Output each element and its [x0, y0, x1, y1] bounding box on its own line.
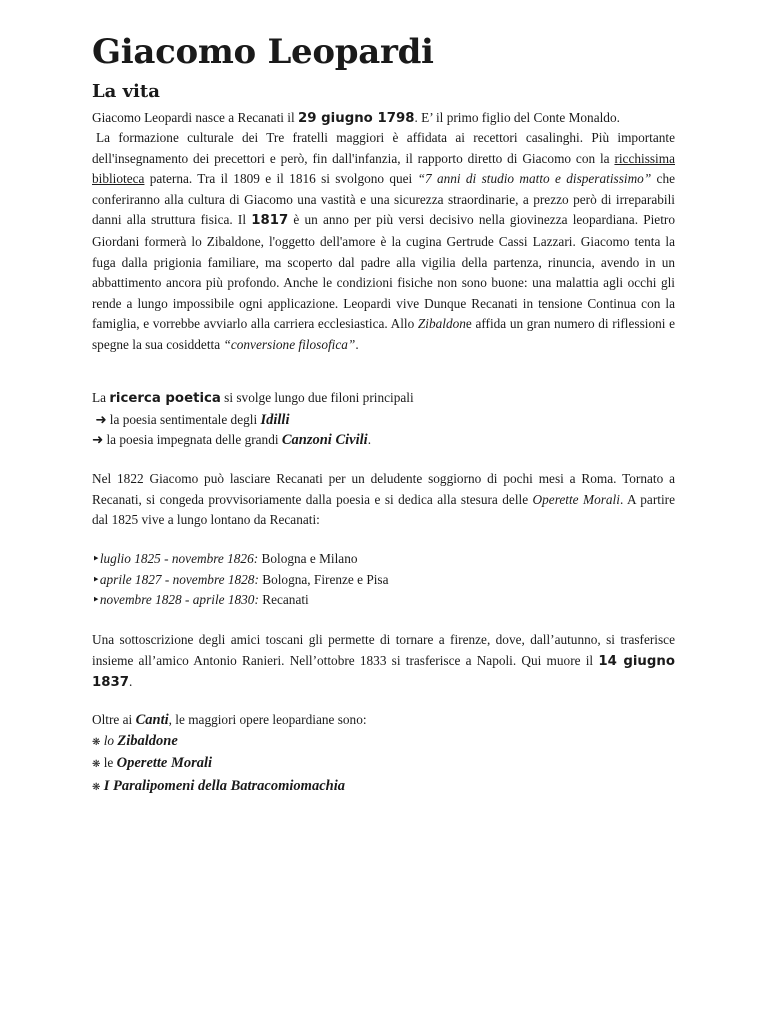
bullet-icon: ‣ — [92, 551, 100, 566]
bio-text: è un anno per più versi decisivo nella giovinezza leopardiana. Pietro Giordani formerà lo Zibaldone, l'oggetto dell'amore è la cugina Gertrude Cassi Lazzari. Giacomo tenta la fuga dalla prigionia familiare, ma scoperto dal padre alla vigilia della partenza, rinuncia, avendo in un abbattimento ancora più profondo. Anche le condizioni fisiche non sono buone: una malattia agli occhi gli rende a lungo impossibile ogni applicazione. Leopardi vive Dunque Recanati in tensione Continua con la famiglia, e vorrebbe avviarlo alla carriera ecclesiastica. Allo — [92, 212, 675, 332]
asterisk-bullet-icon: ❋ — [92, 781, 101, 793]
poetry-item-idilli: ➜ la poesia sentimentale degli Idilli — [95, 411, 290, 428]
bullet-icon: ‣ — [92, 571, 100, 587]
rome-text: . A partire dal 1825 vive a lungo lontano da Recanati: — [92, 491, 675, 528]
work-title: I Paralipomeni della Batracomiomachia — [103, 777, 345, 794]
year-1817: 1817 — [251, 213, 289, 229]
timeline-place: Bologna e Milano — [258, 551, 358, 566]
idilli-title: Idilli — [260, 411, 290, 428]
death-text: . — [129, 674, 133, 690]
works-item: ❋ le Operette Morali — [92, 755, 213, 772]
bio-text: . — [355, 336, 359, 352]
canzoni-title: Canzoni Civili — [281, 432, 368, 449]
death-date: 14 giugno 1837 — [92, 653, 676, 691]
operette-ref: Operette Morali — [532, 491, 620, 507]
timeline-period: luglio 1825 - novembre 1826: — [99, 551, 259, 566]
timeline-list — [92, 549, 675, 611]
works-item — [92, 776, 675, 799]
zibaldone-ref: Zibaldon — [417, 316, 466, 332]
death-paragraph — [92, 630, 675, 694]
timeline-place: Bologna, Firenze e Pisa — [258, 571, 389, 587]
bio-text: La formazione culturale dei Tre fratelli maggiori è affidata ai recettori casalinghi. Più importante dell'insegnamento dei precettori e però, fin dall'infanzia, il rapporto diretto di Giacomo con la — [92, 130, 675, 166]
works-intro: Oltre ai Canti, le maggiori opere leopardiane sono: — [92, 712, 367, 728]
timeline-period: novembre 1828 - aprile 1830: — [99, 592, 259, 608]
works-list — [92, 710, 675, 798]
bio-text: paterna. Tra il 1809 e il 1816 si svolgono quei — [144, 171, 418, 187]
section-heading: La vita — [92, 81, 160, 102]
timeline-item — [92, 570, 675, 591]
bio-text: che conferiranno alla cultura di Giacomo una vastità e una sicurezza straordinarie, a prezzo però di irreparabili danni alla struttura fisica. Il — [92, 171, 675, 228]
timeline-period: aprile 1827 - novembre 1828: — [99, 571, 259, 587]
asterisk-bullet-icon: ❋ — [92, 736, 101, 748]
rome-paragraph — [92, 469, 675, 531]
bio-text: . E’ il primo figlio del Conte Monaldo. — [414, 110, 620, 125]
document-title: Giacomo Leopardi — [92, 32, 434, 72]
library-link: ricchissima biblioteca — [92, 150, 675, 187]
birth-date: 29 giugno 1798 — [298, 111, 415, 126]
bio-text: Giacomo Leopardi nasce a Recanati il — [92, 110, 299, 125]
poetry-intro: La ricerca poetica si svolge lungo due filoni principali — [92, 390, 414, 406]
bio-text: e affida un gran numero di riflessioni e spegne la sua cosiddetta — [92, 316, 675, 352]
arrow-icon: ➜ — [95, 411, 107, 427]
bullet-icon: ‣ — [92, 592, 100, 608]
canti-title: Canti — [135, 712, 169, 728]
death-text: Una sottoscrizione degli amici toscani gli permette di tornare a firenze, dove, dall’autunno, si trasferisce insieme all’amico Antonio Ranieri. Nell’ottobre 1833 si trasferisce a Napoli. Qui muore il — [92, 632, 675, 668]
timeline-item — [92, 549, 675, 570]
poetry-item-canzoni: ➜ la poesia impegnata delle grandi Canzoni Civili. — [92, 432, 372, 449]
study-quote: “7 anni di studio matto e disperatissimo” — [417, 171, 652, 187]
rome-text: Nel 1822 Giacomo può lasciare Recanati per un deludente soggiorno di pochi mesi a Roma. Tornato a Recanati, si congeda provvisoriamente dalla poesia e si dedica alla stesura delle — [92, 471, 675, 507]
bio-paragraph — [92, 128, 675, 356]
bio-first-line — [92, 108, 675, 130]
timeline-item — [92, 590, 675, 611]
conversion-quote: “conversione filosofica” — [223, 336, 356, 352]
works-item: ❋ lo Zibaldone — [92, 732, 178, 749]
arrow-icon: ➜ — [92, 432, 104, 448]
work-title: Zibaldone — [117, 732, 178, 749]
poetry-research: ricerca poetica — [109, 391, 221, 406]
poetry-section — [92, 388, 675, 451]
timeline-place: Recanati — [258, 592, 309, 608]
asterisk-bullet-icon: ❋ — [92, 759, 101, 771]
work-title: Operette Morali — [116, 755, 213, 772]
